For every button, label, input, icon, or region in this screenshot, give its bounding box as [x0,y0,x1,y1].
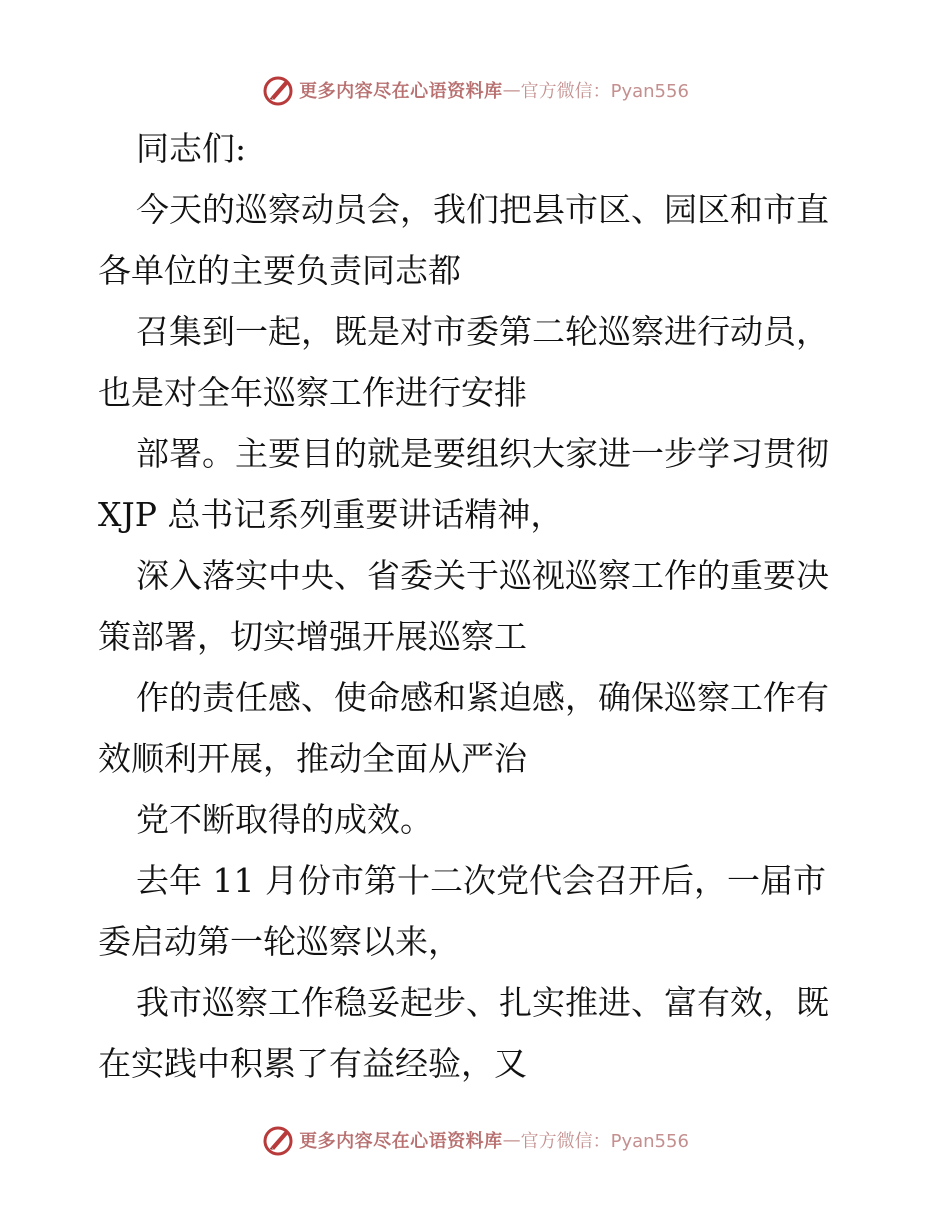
document-body [98,118,858,1094]
body-line: XJP 总书记系列重要讲话精神， [98,495,564,534]
body-line: 召集到一起，既是对市委第二轮巡察进行动员， [136,312,829,351]
footer-banner [0,1120,950,1160]
footer-brand-text: 更多内容尽在心语资料库 [299,1131,503,1152]
body-line: 作的责任感、使命感和紧迫感，确保巡察工作有 [136,678,829,717]
footer-wechat-text: 官方微信：Pyan556 [520,1131,689,1152]
body-line: 委启动第一轮巡察以来， [98,922,461,961]
header-wechat-text: 官方微信：Pyan556 [520,81,689,102]
body-line: 部署。主要目的就是要组织大家进一步学习贯彻 [136,434,829,473]
body-line: 效顺利开展，推动全面从严治 [98,739,527,778]
body-line: 党不断取得的成效。 [136,800,433,839]
body-line: 深入落实中央、省委关于巡视巡察工作的重要决 [136,556,829,595]
header-banner [0,70,950,110]
pen-logo-icon [261,1123,295,1157]
footer-separator: — [502,1129,521,1151]
body-line: 同志们: [136,129,247,168]
header-separator: — [502,79,521,101]
header-brand-text: 更多内容尽在心语资料库 [299,81,503,102]
body-line: 去年 11 月份市第十二次党代会召开后，一届市 [136,861,826,900]
body-line: 在实践中积累了有益经验，又 [98,1044,527,1083]
body-line: 策部署，切实增强开展巡察工 [98,617,527,656]
body-line: 今天的巡察动员会，我们把县市区、园区和市直 [136,190,829,229]
body-line: 我市巡察工作稳妥起步、扎实推进、富有效，既 [136,983,829,1022]
body-line: 也是对全年巡察工作进行安排 [98,373,527,412]
body-line: 各单位的主要负责同志都 [98,251,461,290]
pen-logo-icon [261,73,295,107]
